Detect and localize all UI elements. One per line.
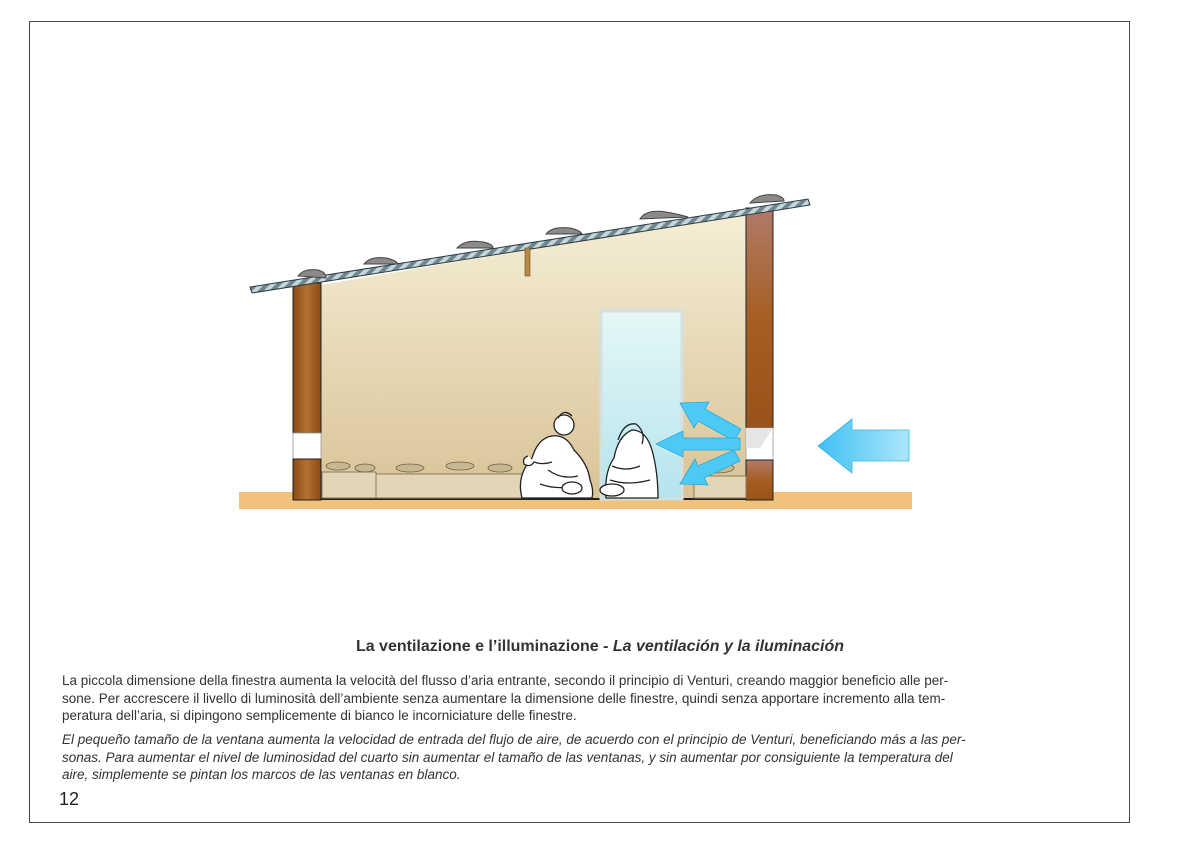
caption-title-separator: - xyxy=(598,638,613,655)
incoming-wind-arrow xyxy=(818,419,909,473)
caption-title xyxy=(0,638,1200,656)
italian-line: sone. Per accrescere il livello di luminosità dell’ambiente senza aumentare la dimensione delle finestre, quindi senza apportare incremento alla tem- xyxy=(62,690,946,706)
spanish-line: El pequeño tamaño de la ventana aumenta la velocidad de entrada del flujo de aire, de acuerdo con el principio de Venturi, beneficiando más a las per- xyxy=(62,732,966,747)
right-wall-lower xyxy=(746,460,773,500)
spanish-paragraph xyxy=(62,731,1102,784)
left-wall-lower xyxy=(293,459,321,500)
caption-title-italian: La ventilazione e l’illuminazione xyxy=(355,638,599,655)
italian-line: peratura dell’aria, si dipingono semplicemente di bianco le incorniciature delle finestre. xyxy=(62,708,577,723)
spanish-line: sonas. Para aumentar el nivel de luminosidad del cuarto sin aumentar el tamaño de las ventanas, y sin aumentar por consiguiente la temperatura del xyxy=(62,749,953,765)
caption-title-spanish: La ventilación y la iluminación xyxy=(612,638,845,655)
italian-line: La piccola dimensione della finestra aumenta la velocità del flusso d’aria entrante, secondo il principio di Venturi, creando maggior beneficio alle per- xyxy=(62,673,949,688)
italian-paragraph xyxy=(62,672,1102,725)
page-number: 12 xyxy=(59,789,80,809)
spanish-line: aire, simplemente se pintan los marcos de las ventanas en blanco. xyxy=(62,767,461,782)
left-window-frame xyxy=(293,433,321,459)
left-wall-upper xyxy=(293,283,321,433)
right-wall-upper xyxy=(746,208,773,428)
